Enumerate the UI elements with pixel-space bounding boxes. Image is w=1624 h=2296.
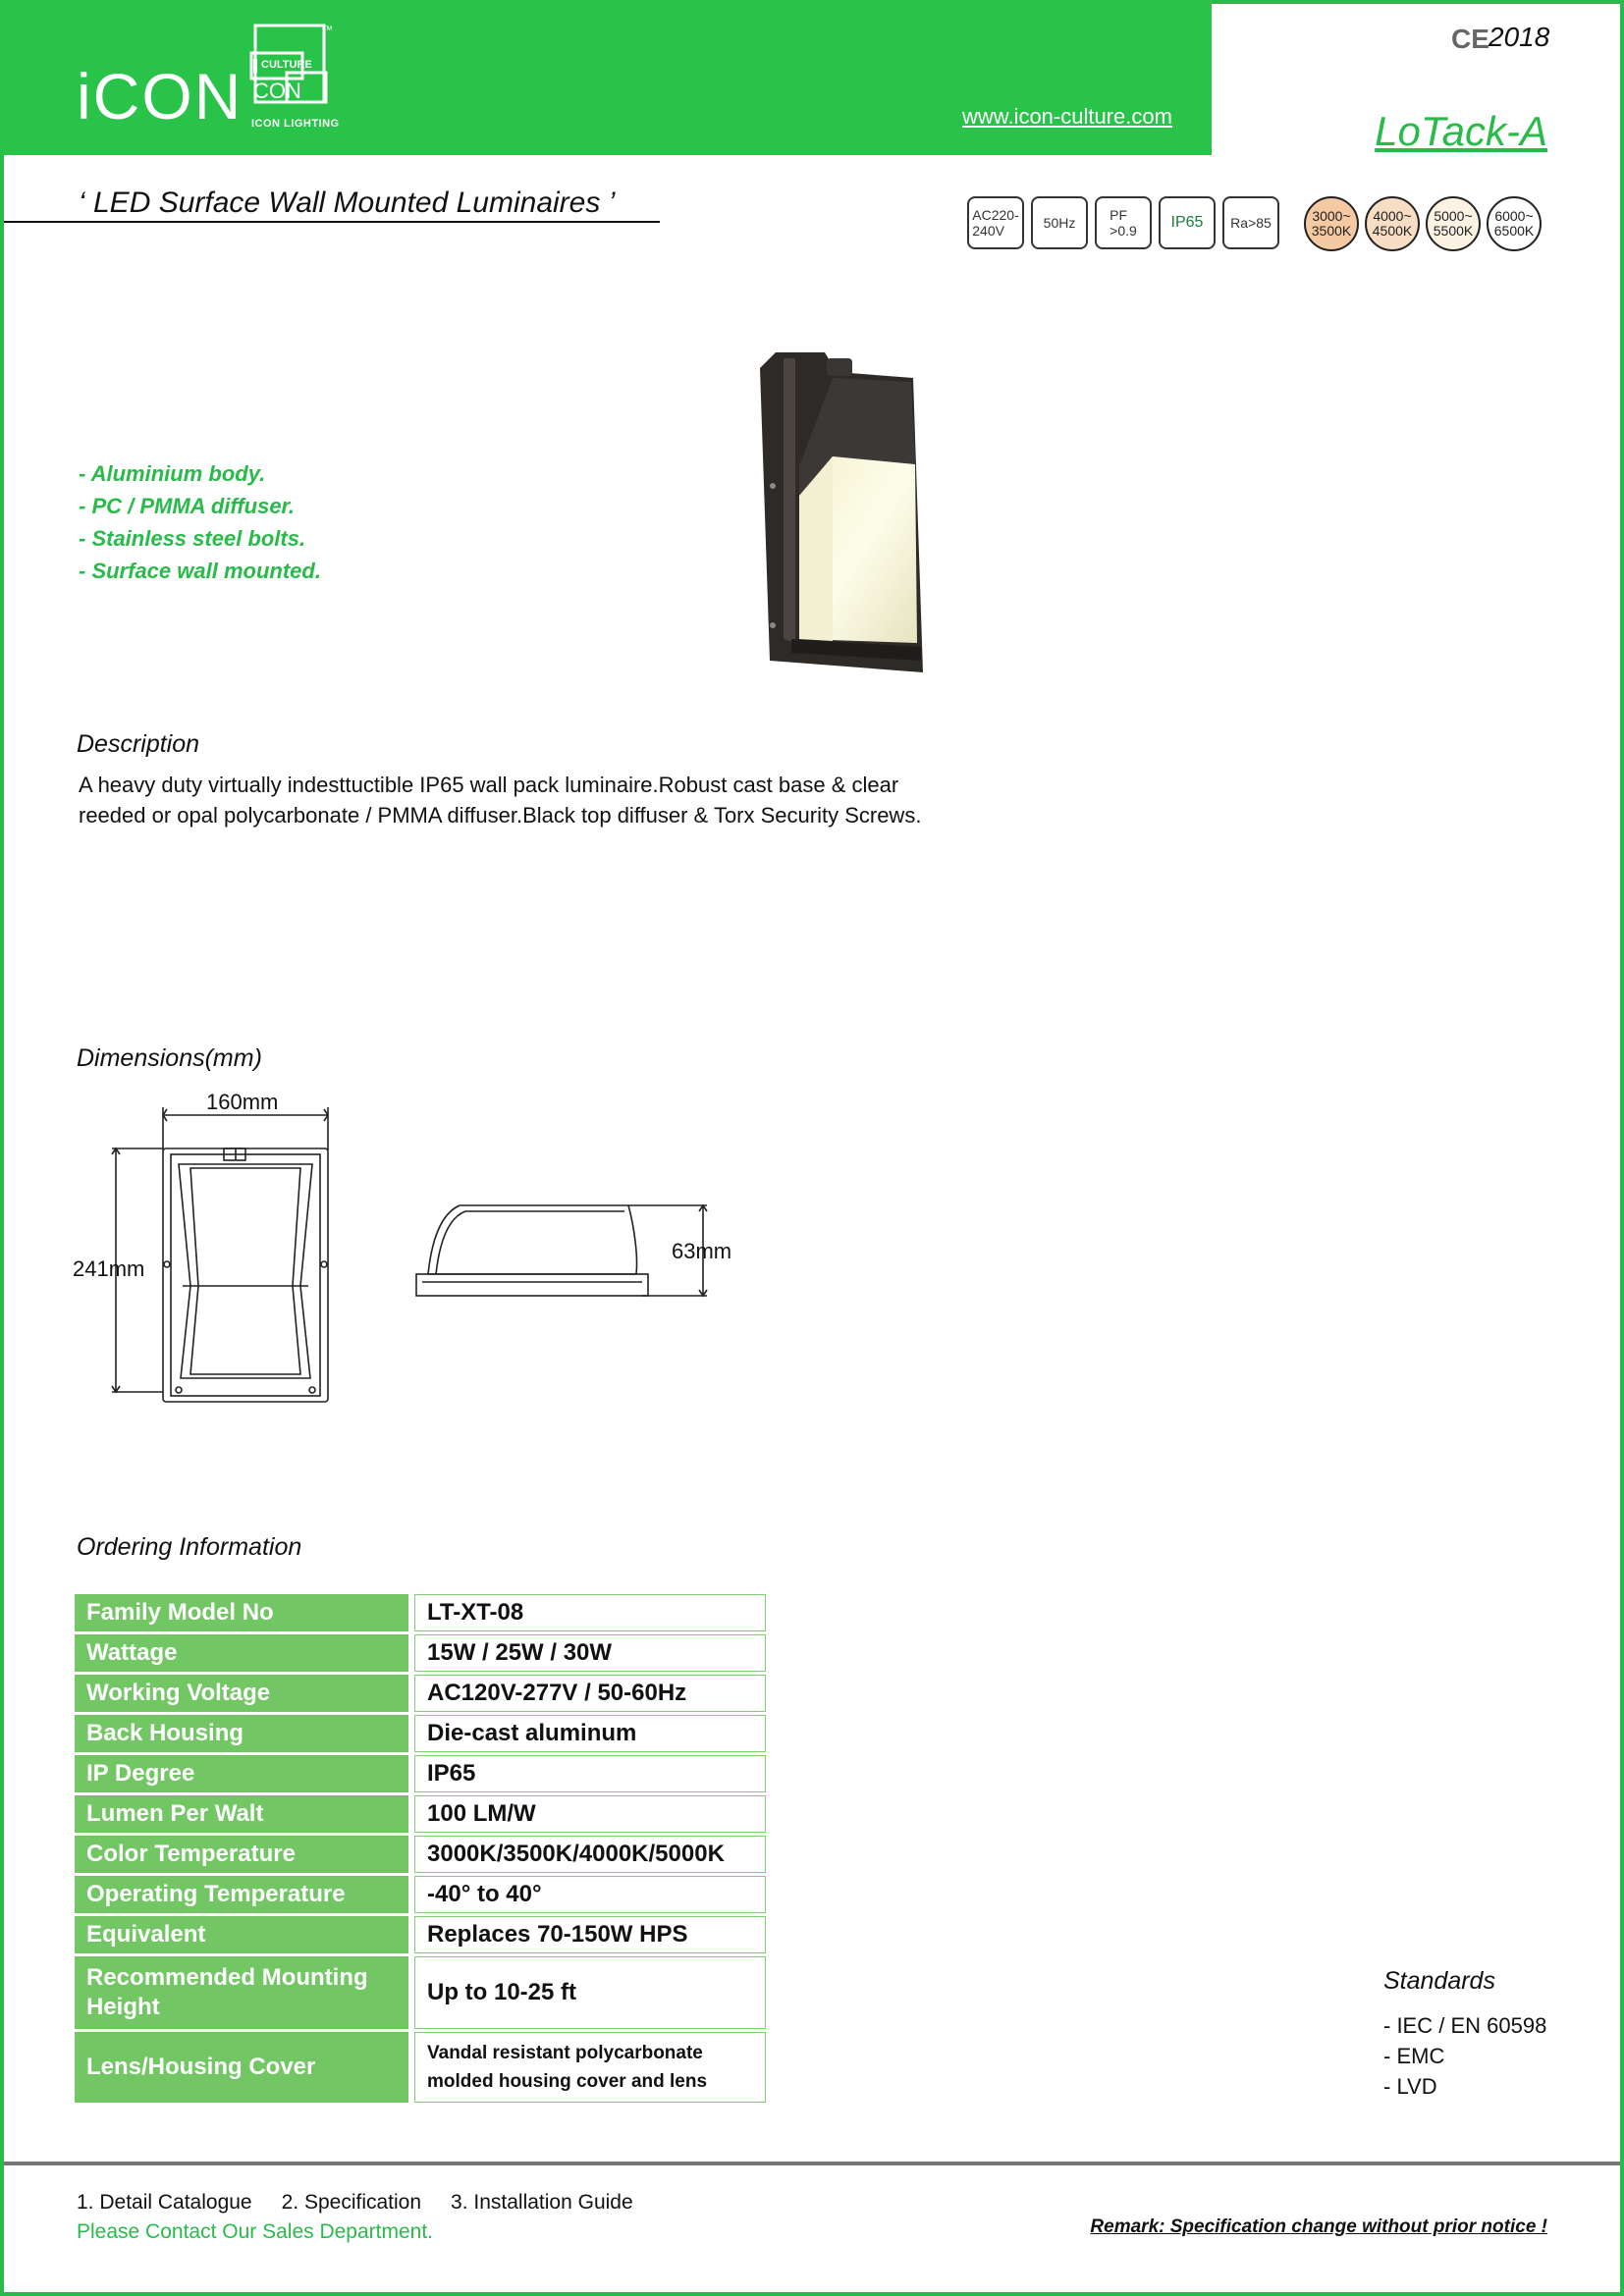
table-row xyxy=(75,2032,766,2103)
frequency-badge: 50Hz xyxy=(1031,196,1088,249)
feature-item: - PC / PMMA diffuser. xyxy=(79,494,296,518)
footer-divider xyxy=(4,2162,1620,2165)
table-row xyxy=(75,1916,766,1953)
spec-key: Recommended Mounting Height xyxy=(75,1956,414,2029)
footer-link-detail-catalogue[interactable]: 1. Detail Catalogue xyxy=(77,2191,252,2214)
year-label: 2018 xyxy=(1489,22,1550,52)
footer-remark: Remark: Specification change without prior notice ! xyxy=(1090,2216,1547,2237)
footer-link-specification[interactable]: 2. Specification xyxy=(281,2191,422,2214)
width-dimension-label: 160mm xyxy=(206,1090,279,1114)
spec-key: Equivalent xyxy=(75,1916,414,1953)
table-row xyxy=(75,1634,766,1672)
logo-con-text: CON xyxy=(253,79,301,103)
feature-list xyxy=(79,457,321,587)
power-factor-badge: PF >0.9 xyxy=(1095,196,1152,249)
website-link[interactable]: www.icon-culture.com xyxy=(962,104,1172,129)
spec-value: 100 LM/W xyxy=(414,1795,766,1833)
footer-contact: Please Contact Our Sales Department. xyxy=(77,2220,434,2243)
spec-value: IP65 xyxy=(414,1755,766,1792)
table-row xyxy=(75,1795,766,1833)
page-title: ‘ LED Surface Wall Mounted Luminaires ’ xyxy=(79,187,616,219)
spec-key: Operating Temperature xyxy=(75,1876,414,1913)
brand-logo-mark xyxy=(247,22,342,125)
spec-value: 3000K/3500K/4000K/5000K xyxy=(414,1836,766,1873)
cct-badge-5000k: 5000~ 5500K xyxy=(1426,196,1481,251)
spec-value: Replaces 70-150W HPS xyxy=(414,1916,766,1953)
feature-item: - Aluminium body. xyxy=(79,461,266,486)
standards-heading: Standards xyxy=(1383,1967,1495,1995)
depth-dimension-label: 63mm xyxy=(672,1239,732,1263)
product-image xyxy=(756,348,933,682)
dimension-drawings xyxy=(69,1090,756,1409)
title-underline xyxy=(4,221,660,223)
table-row xyxy=(75,1836,766,1873)
ordering-heading: Ordering Information xyxy=(77,1533,302,1561)
brand-wordmark: iCON xyxy=(77,60,244,133)
front-view-drawing xyxy=(112,1107,328,1402)
ce-mark-icon: CE xyxy=(1451,24,1489,54)
trademark-symbol: ™ xyxy=(322,25,333,36)
cct-badge-3000k: 3000~ 3500K xyxy=(1304,196,1359,251)
spec-value: LT-XT-08 xyxy=(414,1594,766,1631)
product-name: LoTack-A xyxy=(1375,108,1547,154)
table-row xyxy=(75,1876,766,1913)
spec-key: Wattage xyxy=(75,1634,414,1672)
cct-badge-row xyxy=(1304,196,1542,251)
table-row xyxy=(75,1755,766,1792)
spec-value: AC120V-277V / 50-60Hz xyxy=(414,1675,766,1712)
feature-item: - Surface wall mounted. xyxy=(79,559,321,583)
spec-key: Color Temperature xyxy=(75,1836,414,1873)
table-row xyxy=(75,1594,766,1631)
list-item: - IEC / EN 60598 xyxy=(1383,2013,1547,2038)
description-heading: Description xyxy=(77,730,200,758)
list-item: - EMC xyxy=(1383,2044,1445,2068)
list-item: - LVD xyxy=(1383,2074,1437,2099)
ordering-table xyxy=(75,1591,766,2106)
side-view-drawing xyxy=(416,1205,707,1296)
voltage-badge: AC220- 240V xyxy=(967,196,1024,249)
feature-item: - Stainless steel bolts. xyxy=(79,526,306,551)
footer-link-installation-guide[interactable]: 3. Installation Guide xyxy=(451,2191,633,2214)
spec-value: 15W / 25W / 30W xyxy=(414,1634,766,1672)
logo-culture-text: CULTURE xyxy=(261,59,312,71)
spec-key: Family Model No xyxy=(75,1594,414,1631)
spec-value: Die-cast aluminum xyxy=(414,1715,766,1752)
spec-key: Working Voltage xyxy=(75,1675,414,1712)
spec-badge-row xyxy=(967,196,1279,249)
spec-key: Lumen Per Walt xyxy=(75,1795,414,1833)
table-row xyxy=(75,1715,766,1752)
footer-links xyxy=(77,2191,633,2215)
spec-value: -40° to 40° xyxy=(414,1876,766,1913)
standards-list xyxy=(1383,2010,1546,2102)
dimensions-heading: Dimensions(mm) xyxy=(77,1044,262,1072)
table-row xyxy=(75,1956,766,2029)
spec-key: IP Degree xyxy=(75,1755,414,1792)
brand-subtitle: ICON LIGHTING xyxy=(251,118,340,130)
spec-value: Vandal resistant polycarbonate molded housing cover and lens xyxy=(414,2032,766,2103)
table-row xyxy=(75,1675,766,1712)
cct-badge-4000k: 4000~ 4500K xyxy=(1365,196,1420,251)
cct-badge-6000k: 6000~ 6500K xyxy=(1487,196,1542,251)
spec-key: Lens/Housing Cover xyxy=(75,2032,414,2103)
cri-badge: Ra>85 xyxy=(1222,196,1279,249)
ip-rating-badge: IP65 xyxy=(1159,196,1216,249)
description-text: A heavy duty virtually indesttuctible IP65 wall pack luminaire.Robust cast base & clear reeded or opal polycarbonate / PMMA diffuser.Black top diffuser & Torx Security Screws. xyxy=(79,773,922,828)
spec-key: Back Housing xyxy=(75,1715,414,1752)
height-dimension-label: 241mm xyxy=(73,1256,145,1281)
spec-value: Up to 10-25 ft xyxy=(414,1956,766,2029)
